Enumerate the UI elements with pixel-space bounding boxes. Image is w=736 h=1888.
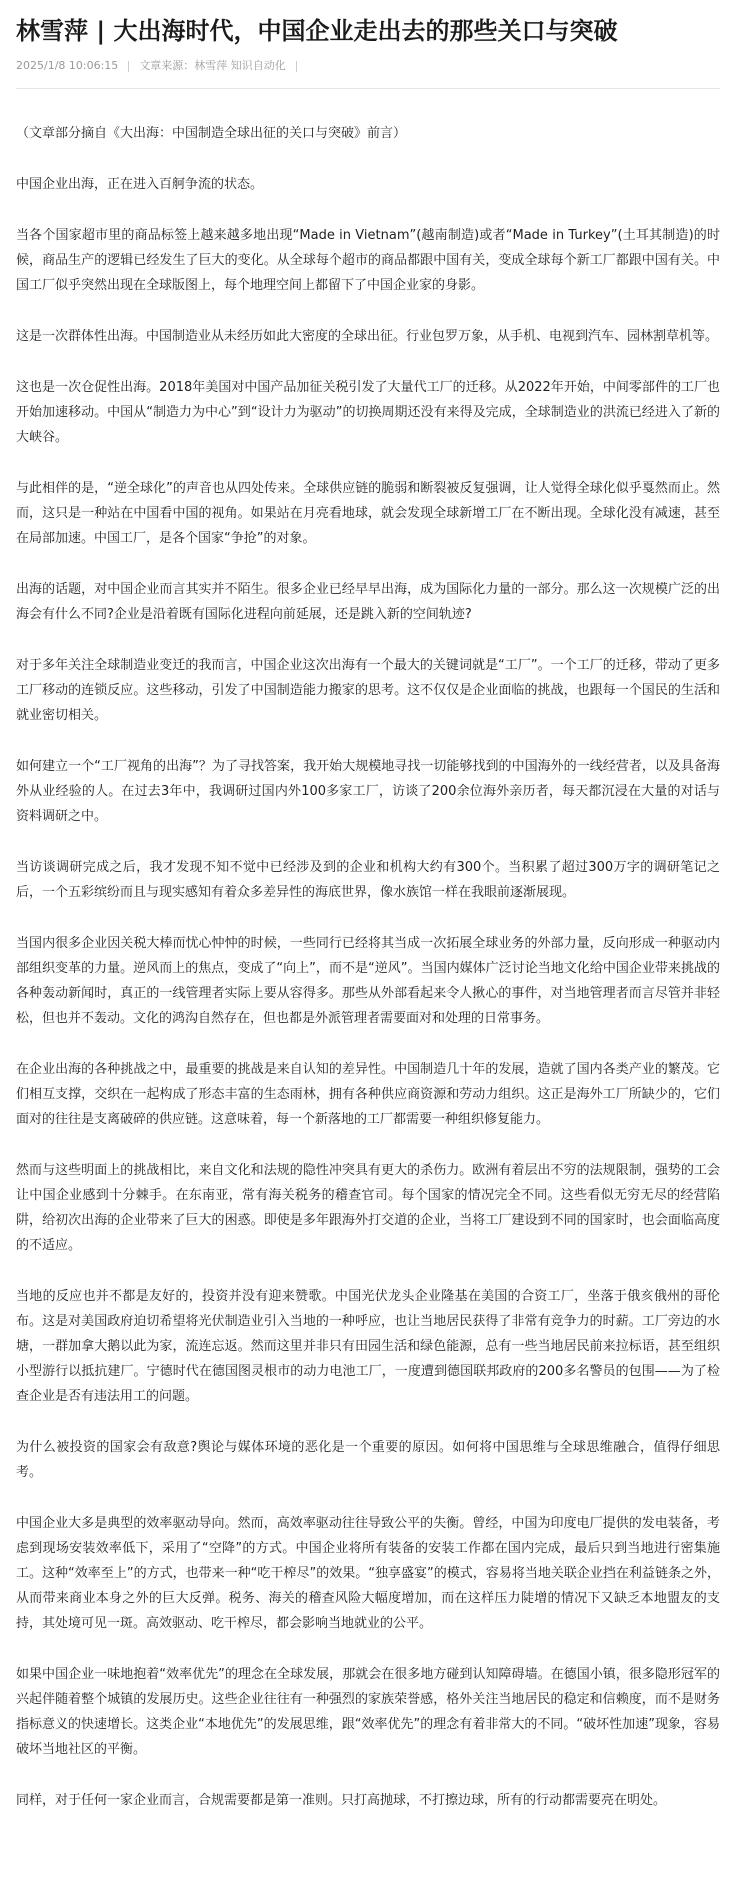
- meta-separator: [128, 61, 129, 72]
- paragraph: 当各个国家超市里的商品标签上越来越多地出现“Made in Vietnam”(越南制造)或者“Made in Turkey”(土耳其制造)的时候，商品生产的逻辑已经发生了巨大的变化。从全球每个超市的商品都跟中国有关，变成全球每个新工厂都跟中国有关。中国工厂似乎突然出现在全球版图上，每个地理空间上都留下了中国企业家的身影。: [16, 228, 720, 293]
- paragraph: 与此相伴的是，“逆全球化”的声音也从四处传来。全球供应链的脆弱和断裂被反复强调，让人觉得全球化似乎戛然而止。然而，这只是一种站在中国看中国的视角。如果站在月亮看地球，就会发现全球新增工厂在不断出现。全球化没有减速，甚至在局部加速。中国工厂，是各个国家“争抢”的对象。: [16, 481, 720, 546]
- paragraph: 出海的话题，对中国企业而言其实并不陌生。很多企业已经早早出海，成为国际化力量的一部分。那么这一次规模广泛的出海会有什么不同?企业是沿着既有国际化进程向前延展，还是跳入新的空间轨迹?: [16, 582, 720, 622]
- paragraph: 为什么被投资的国家会有敌意?舆论与媒体环境的恶化是一个重要的原因。如何将中国思维与全球思维融合，值得仔细思考。: [16, 1440, 720, 1480]
- article-title: 林雪萍 | 大出海时代，中国企业走出去的那些关口与突破: [16, 17, 618, 45]
- paragraph: 同样，对于任何一家企业而言，合规需要都是第一准则。只打高抛球，不打擦边球，所有的行动都需要亮在明处。: [16, 1793, 667, 1808]
- paragraph: 对于多年关注全球制造业变迁的我而言，中国企业这次出海有一个最大的关键词就是“工厂”。一个工厂的迁移，带动了更多工厂移动的连锁反应。这些移动，引发了中国制造能力搬家的思考。这不仅仅是企业面临的挑战，也跟每一个国民的生活和就业密切相关。: [16, 658, 720, 723]
- publish-date: 2025/1/8 10:06:15: [16, 59, 119, 72]
- paragraph: 如何建立一个“工厂视角的出海”？为了寻找答案，我开始大规模地寻找一切能够找到的中国海外的一线经营者，以及具备海外从业经验的人。在过去3年中，我调研过国内外100多家工厂，访谈了200余位海外亲历者，每天都沉浸在大量的对话与资料调研之中。: [16, 759, 720, 824]
- paragraph: 如果中国企业一味地抱着“效率优先”的理念在全球发展，那就会在很多地方碰到认知障碍墙。在德国小镇，很多隐形冠军的兴起伴随着整个城镇的发展历史。这些企业往往有一种强烈的家族荣誉感，格外关注当地居民的稳定和信赖度，而不是财务指标意义的快速增长。这类企业“本地优先”的发展思维，跟“效率优先”的理念有着非常大的不同。“破坏性加速”现象，容易破坏当地社区的平衡。: [16, 1667, 720, 1757]
- paragraph: 中国企业出海，正在进入百舸争流的状态。: [16, 177, 264, 192]
- article-meta: [16, 58, 720, 74]
- paragraph: 当访谈调研完成之后，我才发现不知不觉中已经涉及到的企业和机构大约有300个。当积累了超过300万字的调研笔记之后，一个五彩缤纷而且与现实感知有着众多差异性的海底世界，像水族馆一样在我眼前逐渐展现。: [16, 860, 720, 900]
- article-source: 文章来源：林雪萍 知识自动化: [139, 59, 286, 72]
- paragraph: 然而与这些明面上的挑战相比，来自文化和法规的隐性冲突具有更大的杀伤力。欧洲有着层出不穷的法规限制，强势的工会让中国企业感到十分棘手。在东南亚，常有海关税务的稽查官司。每个国家的情况完全不同。这些看似无穷无尽的经营陷阱，给初次出海的企业带来了巨大的困惑。即使是多年跟海外打交道的企业，当将工厂建设到不同的国家时，也会面临高度的不适应。: [16, 1163, 720, 1253]
- paragraph: 这是一次群体性出海。中国制造业从未经历如此大密度的全球出征。行业包罗万象，从手机、电视到汽车、园林割草机等。: [16, 329, 719, 344]
- paragraph: 在企业出海的各种挑战之中，最重要的挑战是来自认知的差异性。中国制造几十年的发展，造就了国内各类产业的繁茂。它们相互支撑，交织在一起构成了形态丰富的生态雨林，拥有各种供应商资源和劳动力组织。这正是海外工厂所缺少的，它们面对的往往是支离破碎的供应链。这意味着，每一个新落地的工厂都需要一种组织修复能力。: [16, 1062, 720, 1127]
- paragraph: 这也是一次仓促性出海。2018年美国对中国产品加征关税引发了大量代工厂的迁移。从2022年开始，中间零部件的工厂也开始加速移动。中国从“制造力为中心”到“设计力为驱动”的切换周期还没有来得及完成，全球制造业的洪流已经进入了新的大峡谷。: [16, 380, 720, 445]
- header-divider: [16, 88, 720, 89]
- article-body: [16, 121, 720, 1813]
- meta-separator: [296, 61, 297, 72]
- paragraph: 当国内很多企业因关税大棒而忧心忡忡的时候，一些同行已经将其当成一次拓展全球业务的外部力量，反向形成一种驱动内部组织变革的力量。逆风而上的焦点，变成了“向上”，而不是“逆风”。当国内媒体广泛讨论当地文化给中国企业带来挑战的各种轰动新闻时，真正的一线管理者实际上要从容得多。那些从外部看起来令人揪心的事件，对当地管理者而言尽管并非轻松，但也并不轰动。文化的鸿沟自然存在，但也都是外派管理者需要面对和处理的日常事务。: [16, 936, 720, 1026]
- paragraph: 中国企业大多是典型的效率驱动导向。然而，高效率驱动往往导致公平的失衡。曾经，中国为印度电厂提供的发电装备，考虑到现场安装效率低下，采用了“空降”的方式。中国企业将所有装备的安装工作都在国内完成，最后只到当地进行密集施工。这种“效率至上”的方式，也带来一种“吃干榨尽”的效果。“独享盛宴”的模式，容易将当地关联企业挡在利益链条之外，从而带来商业本身之外的巨大反弹。税务、海关的稽查风险大幅度增加，而在这样压力陡增的情况下又缺乏本地盟友的支持，其处境可见一斑。高效驱动、吃干榨尽，都会影响当地就业的公平。: [16, 1516, 720, 1631]
- paragraph: （文章部分摘自《大出海：中国制造全球出征的关口与突破》前言）: [16, 126, 407, 141]
- paragraph: 当地的反应也并不都是友好的，投资并没有迎来赞歌。中国光伏龙头企业隆基在美国的合资工厂，坐落于俄亥俄州的哥伦布。这是对美国政府迫切希望将光伏制造业引入当地的一种呼应，也让当地居民获得了非常有竞争力的时薪。工厂旁边的水塘，一群加拿大鹅以此为家，流连忘返。然而这里并非只有田园生活和绿色能源，总有一些当地居民前来拉标语，甚至组织小型游行以抵抗建厂。宁德时代在德国图灵根市的动力电池工厂，一度遭到德国联邦政府的200多名警员的包围——为了检查企业是否有违法用工的问题。: [16, 1289, 720, 1404]
